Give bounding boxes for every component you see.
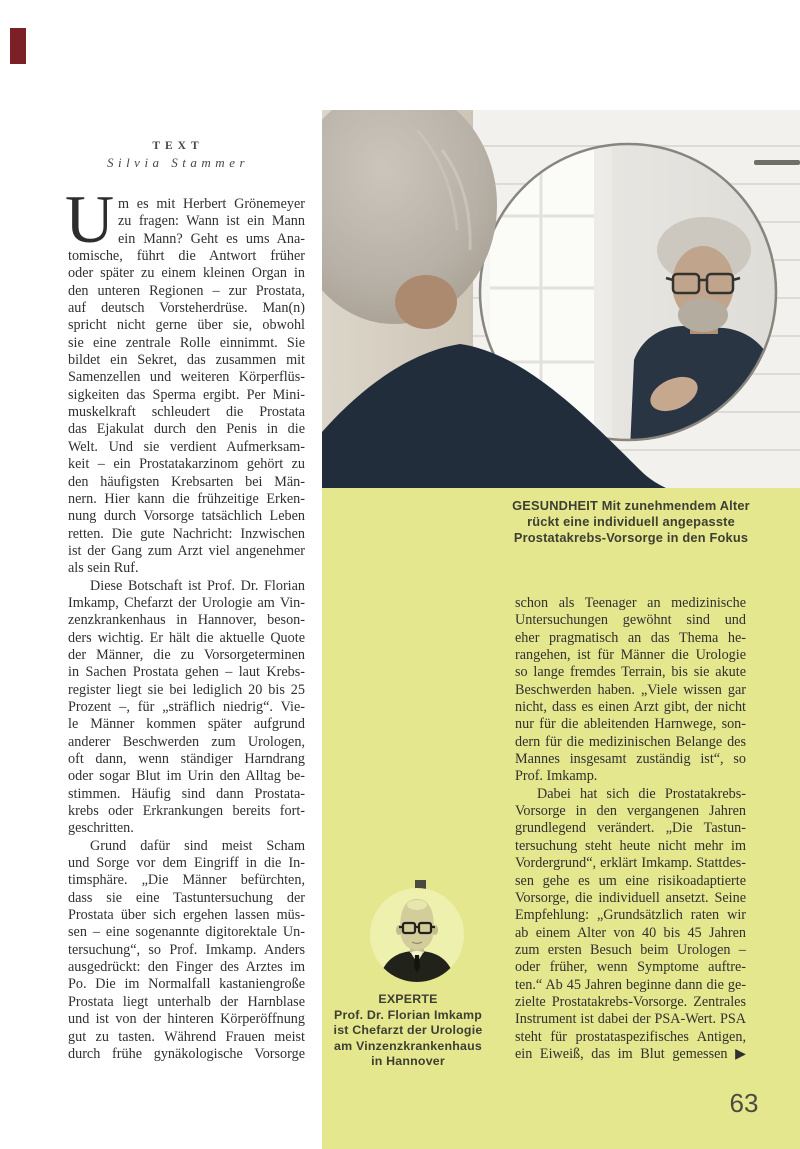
text-line: Empfehlung: „Grundsätzlich raten wir — [515, 907, 746, 924]
text-line: tomische, führt die Antwort früher — [68, 248, 305, 265]
expert-caption — [313, 992, 503, 1070]
text-line: retten. Die gute Nachricht: Inzwischen — [68, 525, 305, 542]
text-line: muskelkraft schleudert die Prostata — [68, 404, 305, 421]
caption-line: ist Chefarzt der Urologie — [333, 1023, 483, 1037]
caption-line: GESUNDHEIT Mit zunehmendem Alter — [512, 498, 750, 513]
text-line: tersuchung steht heute nicht mehr im — [515, 837, 746, 854]
text-line: m es mit Herbert Grönemeyer — [118, 196, 305, 212]
text-line: bildet ein Sekret, das zusammen mit — [68, 352, 305, 369]
text-line: Vordergrund“, erklärt Imkamp. Stattdes- — [515, 855, 746, 872]
text-line: so lange fremdes Terrain, bis sie akute — [515, 664, 746, 681]
text-line: register liegt sie bei lediglich 20 bis 25 — [68, 681, 305, 698]
text-line: auf deutsch Vorsteherdrüse. Man(n) — [68, 300, 305, 317]
text-line: krebs oder Erkrankungen bereits fort- — [68, 803, 305, 820]
expert-portrait — [370, 888, 464, 982]
text-line: ab einem Alter von 40 bis 45 Jahren — [515, 924, 746, 941]
text-line: nung durch Vorsorge tatsächlich Leben — [68, 508, 305, 525]
text-line: sigkeiten das Sperma ergibt. Per Mini- — [68, 386, 305, 403]
curtain-rod — [754, 160, 800, 165]
text-line: Prostata liegt unterhalb der Harnblase — [68, 993, 305, 1010]
text-line: und ist von der hinteren Körperöffnung — [68, 1011, 305, 1028]
text-line: steht für prostataspezifisches Antigen, — [515, 1028, 746, 1045]
byline-author: Silvia Stammer — [106, 155, 250, 170]
caption-line: EXPERTE — [378, 992, 438, 1006]
text-line: in Sachen Prostata gehen – laut Krebs- — [68, 664, 305, 681]
text-line: das Ejakulat durch den Penis in die — [68, 421, 305, 438]
text-line: eher pragmatisch an das Thema he- — [515, 629, 746, 646]
text-line: nicht, dass es einen Arzt gibt, der nicht — [515, 699, 746, 716]
paragraph — [515, 786, 746, 1064]
text-line: sen gehe es um eine risikoadaptierte — [515, 872, 746, 889]
paragraph — [68, 838, 305, 1063]
caption-line: Prof. Dr. Florian Imkamp — [333, 1007, 482, 1022]
text-line: Beschwerden haben. „Viele wissen gar — [515, 681, 746, 698]
text-line: Prozent –, für „sträflich niedrig“. Vie- — [68, 698, 305, 715]
text-line: ten.“ Ab 45 Jahren beginne dann die ge- — [515, 976, 746, 993]
text-line: keit – ein Prostatakarzinom gehört zu — [68, 456, 305, 473]
drop-cap: U — [65, 181, 115, 257]
text-line: oft dann, wenn ständiger Harndrang — [68, 751, 305, 767]
caption-line: am Vinzenzkrankenhaus — [334, 1038, 482, 1053]
paragraph — [515, 595, 746, 786]
text-line: spricht nicht gerne über sie, obwohl — [68, 317, 305, 334]
text-line: ders wichtig. Er hält die aktuelle Quote — [68, 629, 305, 646]
text-line: dern für die medizinischen Belange des — [515, 733, 746, 750]
text-line: ausgedrückt: den Finger des Arztes im — [68, 959, 305, 976]
byline — [38, 140, 318, 171]
text-line: Imkamp, Chefarzt der Urologie am Vin- — [68, 594, 305, 611]
highlight-block — [322, 488, 800, 1149]
text-line: gut zu tasten. Während Frauen meist — [68, 1028, 305, 1045]
text-line: durch frühe gynäkologische Vorsorge — [68, 1045, 305, 1062]
text-line: stimmen. Häufig sind dann Prostata- — [68, 785, 305, 802]
bookmark-ribbon — [10, 28, 26, 64]
text-line: le Männer kommen später aufgrund — [68, 716, 305, 733]
text-line: Welt. Und sie verdient Aufmerksam- — [68, 438, 305, 455]
text-line: Grund dafür sind meist Scham — [90, 837, 305, 854]
text-line: schon als Teenager an medizinische — [515, 595, 746, 611]
main-photo — [322, 110, 800, 488]
text-line: und Sorge vor dem Eingriff in die In- — [68, 855, 305, 872]
text-line: Prostata über sich ergehen lassen müs- — [68, 907, 305, 924]
text-line: Samenzellen und weiteren Körperflüs- — [68, 369, 305, 386]
text-line: Mannes insgesamt zuständig ist“, so — [515, 751, 746, 768]
photo-caption — [451, 498, 800, 546]
text-line: anderer Beschwerden zum Urologen, — [68, 733, 305, 750]
text-line: zenzkrankenhaus in Hannover, beson- — [68, 612, 305, 629]
caption-line: rückt eine individuell angepasste — [527, 514, 735, 529]
page-number: 63 — [729, 1088, 759, 1118]
text-line: dass sie eine Tastuntersuchung der — [68, 889, 305, 906]
text-line: Instrument ist dabei der PSA-Wert. PSA — [515, 1011, 746, 1028]
mirror-photo-illustration — [322, 110, 800, 488]
text-line: der Männer, die zu Vorsorgeterminen — [68, 646, 305, 663]
text-line: Vorsorge, die individuell ansetzt. Seine — [515, 889, 746, 906]
text-line: oder später zu einem kleinen Organ in — [68, 265, 305, 282]
text-line: sie eine zentrale Rolle einnimmt. Sie — [68, 334, 305, 351]
paragraph — [68, 578, 305, 838]
text-line: zu fragen: Wann ist ein Mann — [118, 213, 305, 230]
text-line: tersuchung“, so Prof. Imkamp. Anders — [68, 941, 305, 958]
text-line: den häufigsten Krebsarten bei Män- — [68, 473, 305, 490]
caption-line: in Hannover — [371, 1054, 445, 1068]
text-line: zielte Prostatakrebs-Vorsorge. Zentrales — [515, 993, 746, 1010]
text-line: Dabei hat sich die Prostatakrebs- — [537, 785, 746, 802]
text-line: oder sogar Blut im Urin den Alltag be- — [68, 768, 305, 785]
text-line: ein Mann? Geht es ums Ana- — [118, 230, 305, 247]
text-line: oder früher, wenn Symptome auftre- — [515, 959, 746, 976]
text-line: den unteren Regionen – zur Prostata, — [68, 282, 305, 299]
text-line: grundlegend verändert. „Die Tastun- — [515, 820, 746, 837]
text-line: als sein Ruf. — [68, 560, 139, 577]
text-line: nern. Hier kann die frühzeitige Erken- — [68, 490, 305, 507]
text-line: Diese Botschaft ist Prof. Dr. Florian — [90, 577, 305, 594]
text-line: nur für die ableitenden Harnwege, son- — [515, 716, 746, 733]
text-line: sen – eine sogenannte digitorektale Un- — [68, 924, 305, 941]
text-line: geschritten. — [68, 820, 134, 837]
text-line: timsphäre. „Die Männer befürchten, — [68, 872, 305, 889]
text-line: Prof. Imkamp. — [515, 768, 598, 785]
text-line: zum ersten Besuch beim Urologen – — [515, 941, 746, 958]
byline-label: TEXT — [152, 140, 204, 152]
text-line: Po. Die im Normalfall kastaniengroße — [68, 976, 305, 993]
text-line: ist der Gang zum Arzt viel angenehmer — [68, 542, 305, 559]
text-line: rangehen, ist für Männer die Urologie — [515, 647, 746, 664]
text-line: Vorsorge in den vergangenen Jahren — [515, 803, 746, 820]
text-line: Untersuchungen gewöhnt sind und — [515, 612, 746, 629]
article-right-column — [515, 595, 746, 1063]
article-left-column — [65, 181, 305, 1063]
caption-line: Prostatakrebs-Vorsorge in den Fokus — [513, 530, 749, 545]
text-line: ein Eiweiß, das im Blut gemessen ▶ — [515, 1045, 746, 1062]
